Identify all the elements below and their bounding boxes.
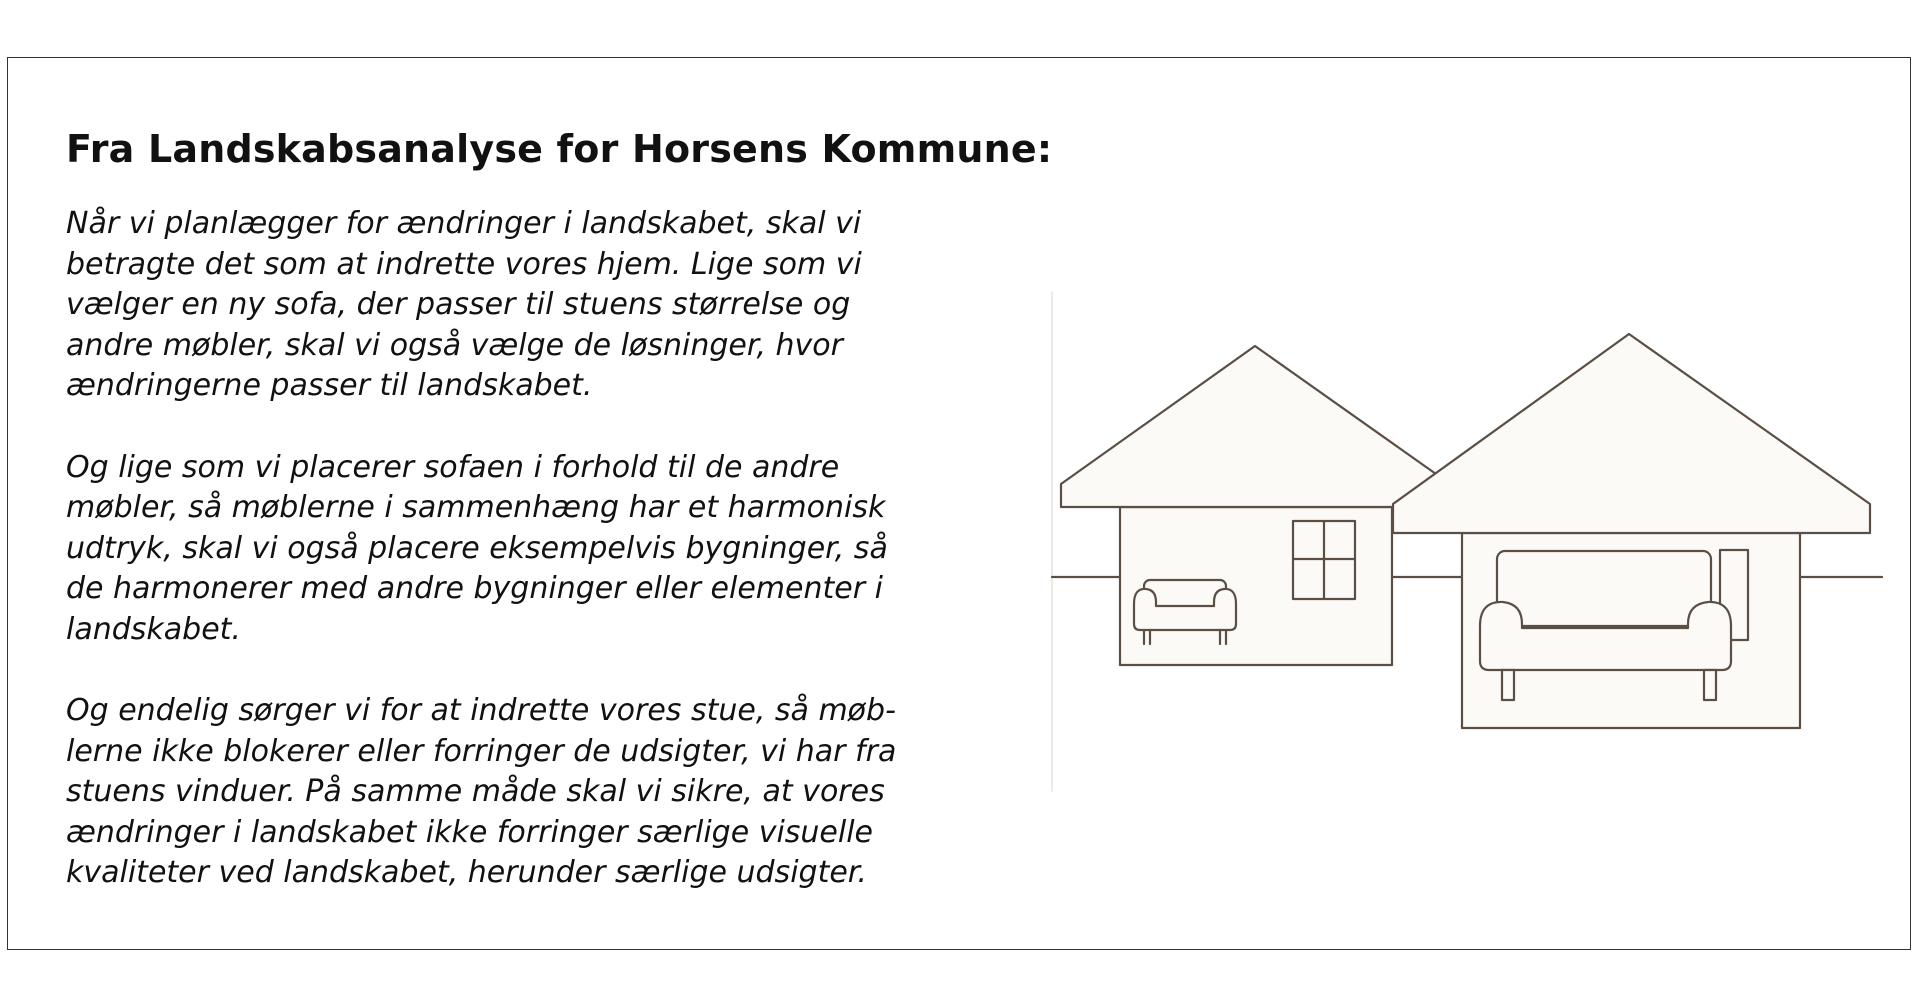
text-line: Og lige som vi placerer sofaen i forhold til de andre bbox=[66, 449, 840, 485]
text-line: Og endelig sørger vi for at indrette vores stue, så møb- bbox=[66, 693, 896, 728]
text-line: kvaliteter ved landskabet, herunder særlige udsigter. bbox=[66, 855, 867, 890]
text-line: landskabet. bbox=[66, 611, 241, 647]
small-house bbox=[1061, 346, 1436, 665]
text-line: vælger en ny sofa, der passer til stuens størrelse og bbox=[66, 287, 851, 322]
text-line: udtryk, skal vi også placere eksempelvis bygninger, så bbox=[66, 530, 888, 566]
text-line: de harmonerer med andre bygninger eller elementer i bbox=[66, 571, 883, 606]
text-line: møbler, så møblerne i sammenhæng har et harmonisk bbox=[66, 490, 886, 525]
small-house-roof bbox=[1061, 346, 1436, 507]
large-house-roof bbox=[1393, 334, 1870, 533]
text-line: Når vi planlægger for ændringer i landskabet, skal vi bbox=[66, 206, 862, 241]
paragraph-2 bbox=[66, 448, 1026, 651]
paragraph-3 bbox=[66, 691, 1026, 894]
houses-drawing bbox=[1040, 286, 1890, 796]
text-line: betragte det som at indrette vores hjem. Lige som vi bbox=[66, 246, 862, 282]
two-houses-with-sofas-illustration bbox=[1040, 286, 1890, 796]
paragraph-1 bbox=[66, 204, 1026, 407]
window-icon bbox=[1293, 521, 1355, 599]
page-title: Fra Landskabsanalyse for Horsens Kommune: bbox=[66, 127, 1053, 171]
body-text bbox=[66, 204, 1026, 935]
text-line: ændringerne passer til landskabet. bbox=[66, 368, 593, 403]
text-line: ændringer i landskabet ikke forringer særlige visuelle bbox=[66, 814, 874, 850]
text-line: lerne ikke blokerer eller forringer de udsigter, vi har fra bbox=[66, 733, 897, 769]
text-line: stuens vinduer. På samme måde skal vi sikre, at vores bbox=[66, 774, 885, 809]
large-house bbox=[1393, 334, 1870, 728]
text-line: andre møbler, skal vi også vælge de løsninger, hvor bbox=[66, 327, 843, 363]
